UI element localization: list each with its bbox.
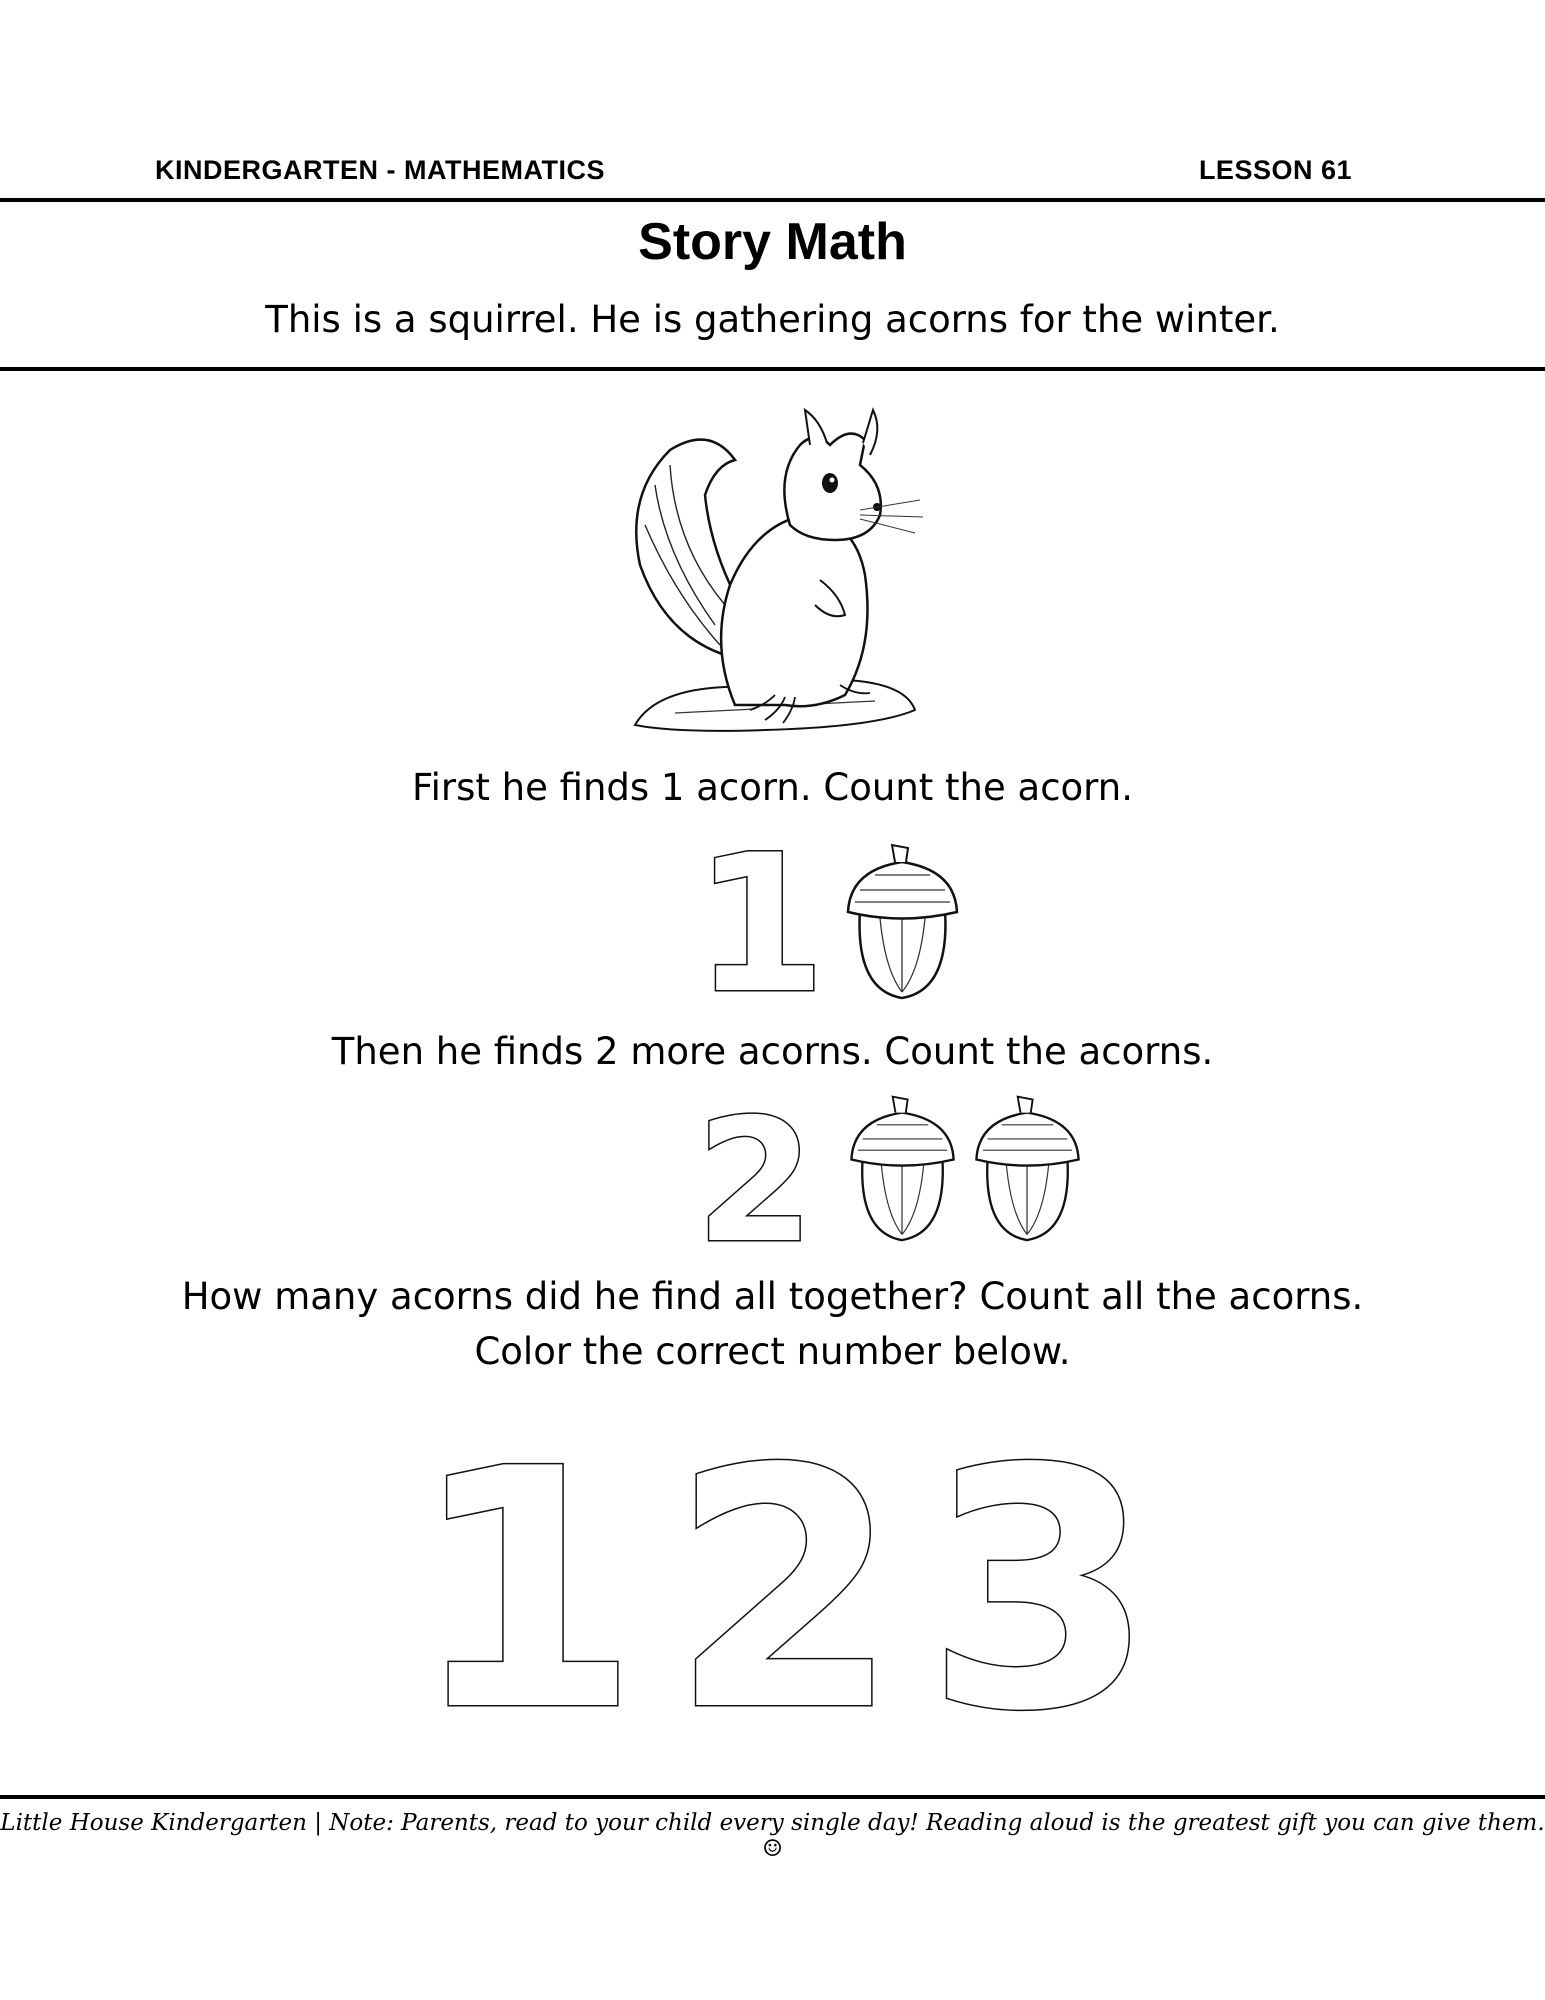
choice-1[interactable]: 1 (410, 1399, 640, 1783)
step2-number: 2 (695, 1083, 815, 1281)
intro-text: This is a squirrel. He is gathering acorns for the winter. (265, 298, 1280, 341)
lesson-label: LESSON 61 (1198, 155, 1352, 185)
step1-text: First he finds 1 acorn. Count the acorn. (412, 766, 1133, 809)
choice-2[interactable]: 2 (670, 1399, 900, 1783)
footer-note: Little House Kindergarten | Note: Parents, read to your child every single day! Reading aloud is the greatest gift you can give them. ☺ (0, 1810, 1545, 1862)
question-line2: Color the correct number below. (474, 1330, 1071, 1373)
title-divider (0, 367, 1545, 371)
page-title: Story Math (638, 213, 907, 271)
footer-divider (0, 1795, 1545, 1799)
step1-number: 1 (693, 814, 827, 1035)
acorn-icon (840, 1092, 965, 1242)
acorn-icon (840, 840, 965, 1000)
step2-text: Then he finds 2 more acorns. Count the acorns. (331, 1030, 1214, 1073)
step2-outline-number (695, 1083, 815, 1281)
header-divider (0, 198, 1545, 202)
choice-3[interactable]: 3 (925, 1399, 1155, 1783)
answer-choices (410, 1399, 1155, 1783)
step1-outline-number (693, 814, 827, 1035)
squirrel-illustration (615, 405, 925, 735)
acorn-icon (965, 1092, 1090, 1242)
question-line1: How many acorns did he find all together? Count all the acorns. (181, 1275, 1364, 1318)
subject-label: KINDERGARTEN - MATHEMATICS (155, 155, 605, 185)
